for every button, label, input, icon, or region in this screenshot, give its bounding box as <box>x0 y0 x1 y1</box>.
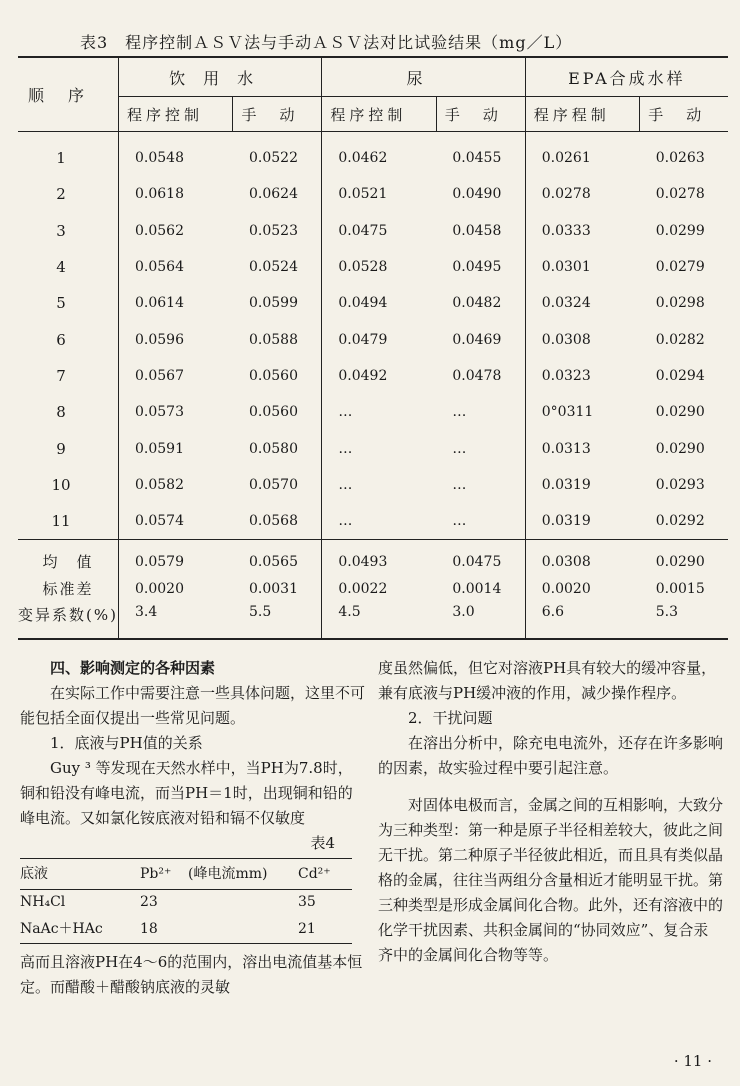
table-cell: 0.0560 <box>248 404 298 421</box>
t4-header: (峰电流mm) <box>188 859 298 890</box>
table-cell: … <box>452 513 467 530</box>
table-cell: 0.0278 <box>525 176 639 212</box>
table-cell: 0.0560 <box>248 367 298 384</box>
table-cell: 0.0324 <box>525 285 639 321</box>
table-cell: 0.0278 <box>655 186 705 203</box>
table-cell: 0.0458 <box>452 222 502 239</box>
group-urine: 尿 <box>322 57 525 97</box>
row-index: 4 <box>56 258 66 277</box>
row-index: 9 <box>56 439 66 458</box>
paragraph: 度虽然偏低，但它对溶液PH具有较大的缓冲容量，兼有底液与PH缓冲液的作用，减少操作程序。 <box>378 659 717 702</box>
table-cell: … <box>452 476 467 493</box>
table-cell: 0.0573 <box>119 394 233 430</box>
stat-cell: 0.0031 <box>248 580 298 597</box>
stat-cell: 0.0290 <box>640 540 728 576</box>
table-cell: 0.0298 <box>655 295 705 312</box>
stat-cell: 0.0015 <box>655 580 705 597</box>
row-index: 5 <box>56 294 66 313</box>
stat-label: 变异系数(%) <box>18 602 119 639</box>
table3 <box>18 56 728 640</box>
stat-cell: 0.0014 <box>452 580 502 597</box>
table-row <box>18 176 728 212</box>
table-cell: 0°0311 <box>525 394 639 430</box>
table-cell: … <box>452 404 467 421</box>
stat-cell: 3.4 <box>119 602 233 639</box>
table-cell: … <box>322 503 436 540</box>
table3-caption: 表3 程序控制ＡＳＶ法与手动ＡＳＶ法对比试验结果（mg／L） <box>80 33 573 52</box>
table-cell: 0.0263 <box>655 150 705 167</box>
paragraph: 高而且溶液PH在4～6的范围内，溶出电流值基本恒定。而醋酸＋醋酸钠底液的灵敏 <box>20 953 363 996</box>
subsection-heading: 1．底液与PH值的关系 <box>50 734 203 752</box>
table-cell: 0.0319 <box>525 467 639 503</box>
table4-caption: 表4 <box>310 834 335 852</box>
paragraph: 对固体电极而言，金属之间的互相影响，大致分为三种类型：第一种是原子半径相差较大，彼此之间无干扰。第二种原子半径彼此相近，而且具有类似晶格的金属，往往当两组分含量相近才能明显干扰。第三种类型是形成金属间化合物。此外，还有溶液中的化学干扰因素、共积金属间的“协同效应”、复合汞齐中的金属间化合物等等。 <box>378 796 724 964</box>
table-cell: 0.0618 <box>119 176 233 212</box>
table-cell: 0.0455 <box>452 150 502 167</box>
section-heading: 四、影响测定的各种因素 <box>50 659 216 677</box>
subheader: 程序控制 <box>322 97 436 132</box>
table-cell: 0.0492 <box>322 358 436 394</box>
table-row <box>18 430 728 466</box>
table-row <box>18 249 728 285</box>
stat-cell: 0.0020 <box>119 575 233 602</box>
t4-cell: 21 <box>298 915 352 944</box>
row-index: 3 <box>56 221 66 240</box>
table-row <box>18 213 728 249</box>
seq-header: 顺序 <box>18 57 119 132</box>
stat-cell: 0.0493 <box>322 540 436 576</box>
stat-cell: 0.0022 <box>322 575 436 602</box>
t4-cell: 18 <box>140 915 188 944</box>
right-column <box>378 656 723 968</box>
table-cell: 0.0319 <box>525 503 639 540</box>
table-cell: 0.0570 <box>248 476 298 493</box>
table4 <box>20 858 352 944</box>
subheader: 程序控制 <box>119 97 233 132</box>
table-cell: 0.0478 <box>452 367 502 384</box>
table-cell: 0.0614 <box>119 285 233 321</box>
table-row <box>18 132 728 177</box>
paragraph: 在溶出分析中，除充电电流外，还存在许多影响的因素，故实验过程中要引起注意。 <box>378 734 724 777</box>
table-cell: 0.0290 <box>655 404 705 421</box>
table-cell: 0.0528 <box>322 249 436 285</box>
stat-cell: 5.5 <box>233 602 322 639</box>
subheader: 手 动 <box>233 97 322 132</box>
table-row <box>18 503 728 540</box>
stat-cell: 0.0308 <box>525 540 639 576</box>
table-cell: 0.0308 <box>525 321 639 357</box>
table-cell: 0.0475 <box>322 213 436 249</box>
row-index: 1 <box>56 149 66 168</box>
left-column <box>20 656 365 1000</box>
stat-cell: 4.5 <box>322 602 436 639</box>
table-cell: 0.0313 <box>525 430 639 466</box>
t4-cell: NH₄Cl <box>20 894 66 910</box>
table-cell: 0.0568 <box>248 513 298 530</box>
table-cell: 0.0490 <box>452 186 502 203</box>
stats-row <box>18 575 728 602</box>
stat-cell: 0.0565 <box>233 540 322 576</box>
t4-header: Cd²⁺ <box>298 859 352 890</box>
row-index: 7 <box>56 366 66 385</box>
stat-cell: 0.0579 <box>119 540 233 576</box>
subheader: 手 动 <box>436 97 525 132</box>
table-cell: … <box>322 394 436 430</box>
row-index: 11 <box>51 512 71 531</box>
table-cell: 0.0290 <box>655 440 705 457</box>
table-cell: 0.0523 <box>248 222 298 239</box>
paragraph: Guy ³ 等发现在天然水样中，当PH为7.8时，铜和铅没有峰电流，而当PH＝1时，出现铜和铅的峰电流。又如氯化铵底液对铅和镉不仅敏度 <box>20 759 353 827</box>
table-cell: 0.0567 <box>119 358 233 394</box>
table-cell: … <box>322 430 436 466</box>
table-cell: 0.0482 <box>452 295 502 312</box>
stats-row <box>18 602 728 639</box>
stat-cell: 6.6 <box>525 602 639 639</box>
group-drinking-water: 饮用水 <box>119 57 322 97</box>
table-cell: 0.0261 <box>525 132 639 177</box>
stat-cell: 3.0 <box>436 602 525 639</box>
table-cell: 0.0333 <box>525 213 639 249</box>
table-cell: 0.0469 <box>452 331 502 348</box>
page-number: · 11 · <box>673 1052 712 1070</box>
stat-cell: 5.3 <box>640 602 728 639</box>
table-cell: 0.0624 <box>248 186 298 203</box>
table-cell: 0.0562 <box>119 213 233 249</box>
table-row <box>18 358 728 394</box>
row-index: 10 <box>51 475 71 494</box>
table-cell: 0.0591 <box>119 430 233 466</box>
table-cell: 0.0282 <box>655 331 705 348</box>
row-index: 6 <box>56 330 66 349</box>
table-cell: 0.0521 <box>322 176 436 212</box>
table-row <box>18 394 728 430</box>
table-cell: 0.0564 <box>119 249 233 285</box>
table-cell: … <box>452 440 467 457</box>
table-cell: 0.0323 <box>525 358 639 394</box>
table-cell: 0.0299 <box>655 222 705 239</box>
table-cell: 0.0596 <box>119 321 233 357</box>
subheader: 手 动 <box>640 97 728 132</box>
table-cell: 0.0479 <box>322 321 436 357</box>
table-cell: 0.0588 <box>248 331 298 348</box>
table-row <box>18 285 728 321</box>
t4-header: Pb²⁺ <box>140 859 188 890</box>
stat-cell: 0.0475 <box>436 540 525 576</box>
t4-cell: 35 <box>298 894 316 910</box>
subheader: 程序程制 <box>525 97 639 132</box>
table-cell: 0.0495 <box>452 259 502 276</box>
table-cell: 0.0294 <box>655 367 705 384</box>
table-row <box>18 467 728 503</box>
table-cell: 0.0292 <box>655 513 705 530</box>
stat-cell: 0.0020 <box>525 575 639 602</box>
table-cell: 0.0582 <box>119 467 233 503</box>
table-row <box>18 321 728 357</box>
row-index: 2 <box>56 185 66 204</box>
table-cell: 0.0524 <box>248 259 298 276</box>
group-epa-sample: EPA合成水样 <box>525 57 728 97</box>
table-cell: 0.0599 <box>248 295 298 312</box>
t4-cell: NaAc＋HAc <box>20 915 140 944</box>
t4-header: 底液 <box>20 859 140 890</box>
table-cell: 0.0580 <box>248 440 298 457</box>
table-cell: 0.0548 <box>119 132 233 177</box>
stat-label: 均 值 <box>18 540 119 576</box>
table-cell: 0.0494 <box>322 285 436 321</box>
table-cell: 0.0522 <box>248 150 298 167</box>
row-index: 8 <box>56 403 66 422</box>
table-cell: 0.0574 <box>119 503 233 540</box>
table-cell: 0.0301 <box>525 249 639 285</box>
table-cell: 0.0462 <box>322 132 436 177</box>
t4-cell: 23 <box>140 894 158 910</box>
table-cell: … <box>322 467 436 503</box>
paragraph: 在实际工作中需要注意一些具体问题，这里不可能包括全面仅提出一些常见问题。 <box>20 684 366 727</box>
subsection-heading: 2．干扰问题 <box>408 709 493 727</box>
stats-row <box>18 540 728 576</box>
table-cell: 0.0293 <box>655 476 705 493</box>
table-cell: 0.0279 <box>655 259 705 276</box>
stat-label: 标准差 <box>42 580 94 599</box>
